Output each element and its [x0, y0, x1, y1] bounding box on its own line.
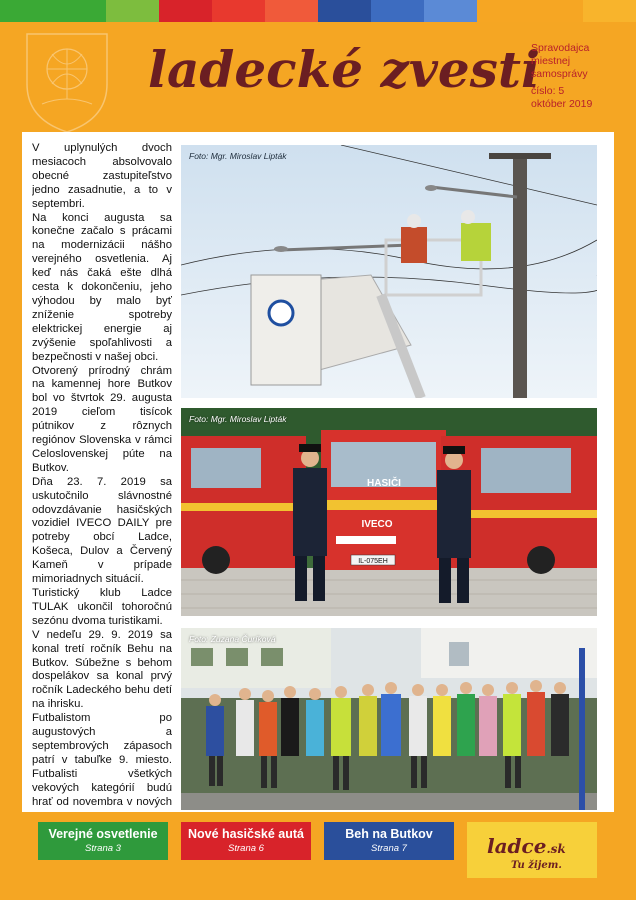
truck-label: HASIČI: [367, 478, 401, 489]
logo-tld: .sk: [546, 842, 566, 856]
fire-trucks-illustration: [181, 408, 597, 616]
photo-race: [181, 628, 597, 810]
nav-box-fire-trucks[interactable]: [181, 822, 311, 860]
color-stripe: [371, 0, 424, 22]
article-column: [32, 142, 172, 810]
truck-brand: IVECO: [361, 519, 393, 530]
subtitle-line: miestnej: [531, 55, 571, 67]
logo-name: [487, 834, 566, 858]
subtitle-line: samosprávy: [531, 68, 588, 80]
color-stripe: [318, 0, 371, 22]
color-stripe-bar: [0, 0, 636, 22]
color-stripe: [53, 0, 106, 22]
nav-box-page: Strana 6: [228, 843, 264, 854]
color-stripe: [424, 0, 477, 22]
color-stripe: [106, 0, 159, 22]
nav-box-title: Beh na Butkov: [345, 827, 433, 841]
nav-box-page: Strana 3: [85, 843, 121, 854]
color-stripe: [583, 0, 636, 22]
color-stripe: [0, 0, 53, 22]
coat-of-arms-icon: [12, 24, 122, 134]
color-stripe: [212, 0, 265, 22]
nav-box-title: Verejné osvetlenie: [48, 827, 158, 841]
nav-box-title: Nové hasičské autá: [187, 827, 305, 841]
issue-info: [531, 42, 631, 111]
masthead-title: ladecké zvesti: [148, 40, 540, 99]
article-paragraph: Turistický klub Ladce TULAK ukončil tohoročnú sezónu dvoma turistikami.: [32, 587, 172, 627]
article-paragraph: V uplynulých dvoch mesiacoch absolvovalo obecné zastupiteľstvo jedno zasadnutie, a to v septembri.: [32, 142, 172, 210]
logo-slogan: Tu žijem.: [511, 860, 562, 871]
article-paragraph: Dňa 23. 7. 2019 sa uskutočnilo slávnostné odovzdávanie hasičských vozidiel IVECO DAILY pre potreby obcí Ladce, Košeca, Dulov a Červený Kameň v prípade mimoriadnych situácií.: [32, 475, 172, 586]
photo-credit: Foto: Zuzana Čuríková: [189, 634, 276, 644]
article-paragraph: Na konci augusta sa konečne začalo s prácami na modernizácii nášho verejného osvetlenia. Aj keď nás čaká ešte dlhá cesta k dokončeniu, jeho výhodou by malo byť zníženie spotreby elektrickej energie aj zvýšenie spoľahlivosti a bezpečnosti v našej obci.: [32, 211, 172, 363]
photo-street-lighting: [181, 145, 597, 398]
article-paragraph: Otvorený prírodný chrám na kamennej hore Butkov bol vo štvrtok 29. augusta 2019 cieľom tisícok pútnikov z rôznych regiónov Slovenska v rámci Celoslovenskej púte na Butkov.: [32, 364, 172, 474]
logo-name-text: ladce: [487, 834, 547, 858]
license-plate: IL-075EH: [358, 558, 388, 565]
color-stripe: [265, 0, 318, 22]
color-stripe: [530, 0, 583, 22]
article-paragraph: V nedeľu 29. 9. 2019 sa konal tretí ročník Behu na Butkov. Súbežne s behom dospelákov sa konal prvý ročník Ladeckého behu detí na ihrisku.: [32, 628, 172, 711]
photo-credit: Foto: Mgr. Miroslav Lipták: [189, 414, 287, 424]
ladce-logo[interactable]: [467, 822, 597, 878]
street-lighting-illustration: [181, 145, 597, 398]
issue-number: číslo: 5: [531, 85, 565, 97]
color-stripe: [477, 0, 530, 22]
nav-box-page: Strana 7: [371, 843, 407, 854]
nav-box-butkov-run[interactable]: [324, 822, 454, 860]
color-stripe: [159, 0, 212, 22]
race-illustration: [181, 628, 597, 810]
nav-box-street-lighting[interactable]: [38, 822, 168, 860]
subtitle-line: Spravodajca: [531, 42, 590, 54]
photo-credit: Foto: Mgr. Miroslav Lipták: [189, 151, 287, 161]
photo-fire-trucks: [181, 408, 597, 616]
issue-date: október 2019: [531, 98, 593, 110]
article-paragraph: Futbalistom po augustových a septembrových zápasoch patrí v tabuľke 9. miesto. Futbalisti všetkých vekových kategórií budú hrať od novembra v nových: [32, 712, 172, 808]
